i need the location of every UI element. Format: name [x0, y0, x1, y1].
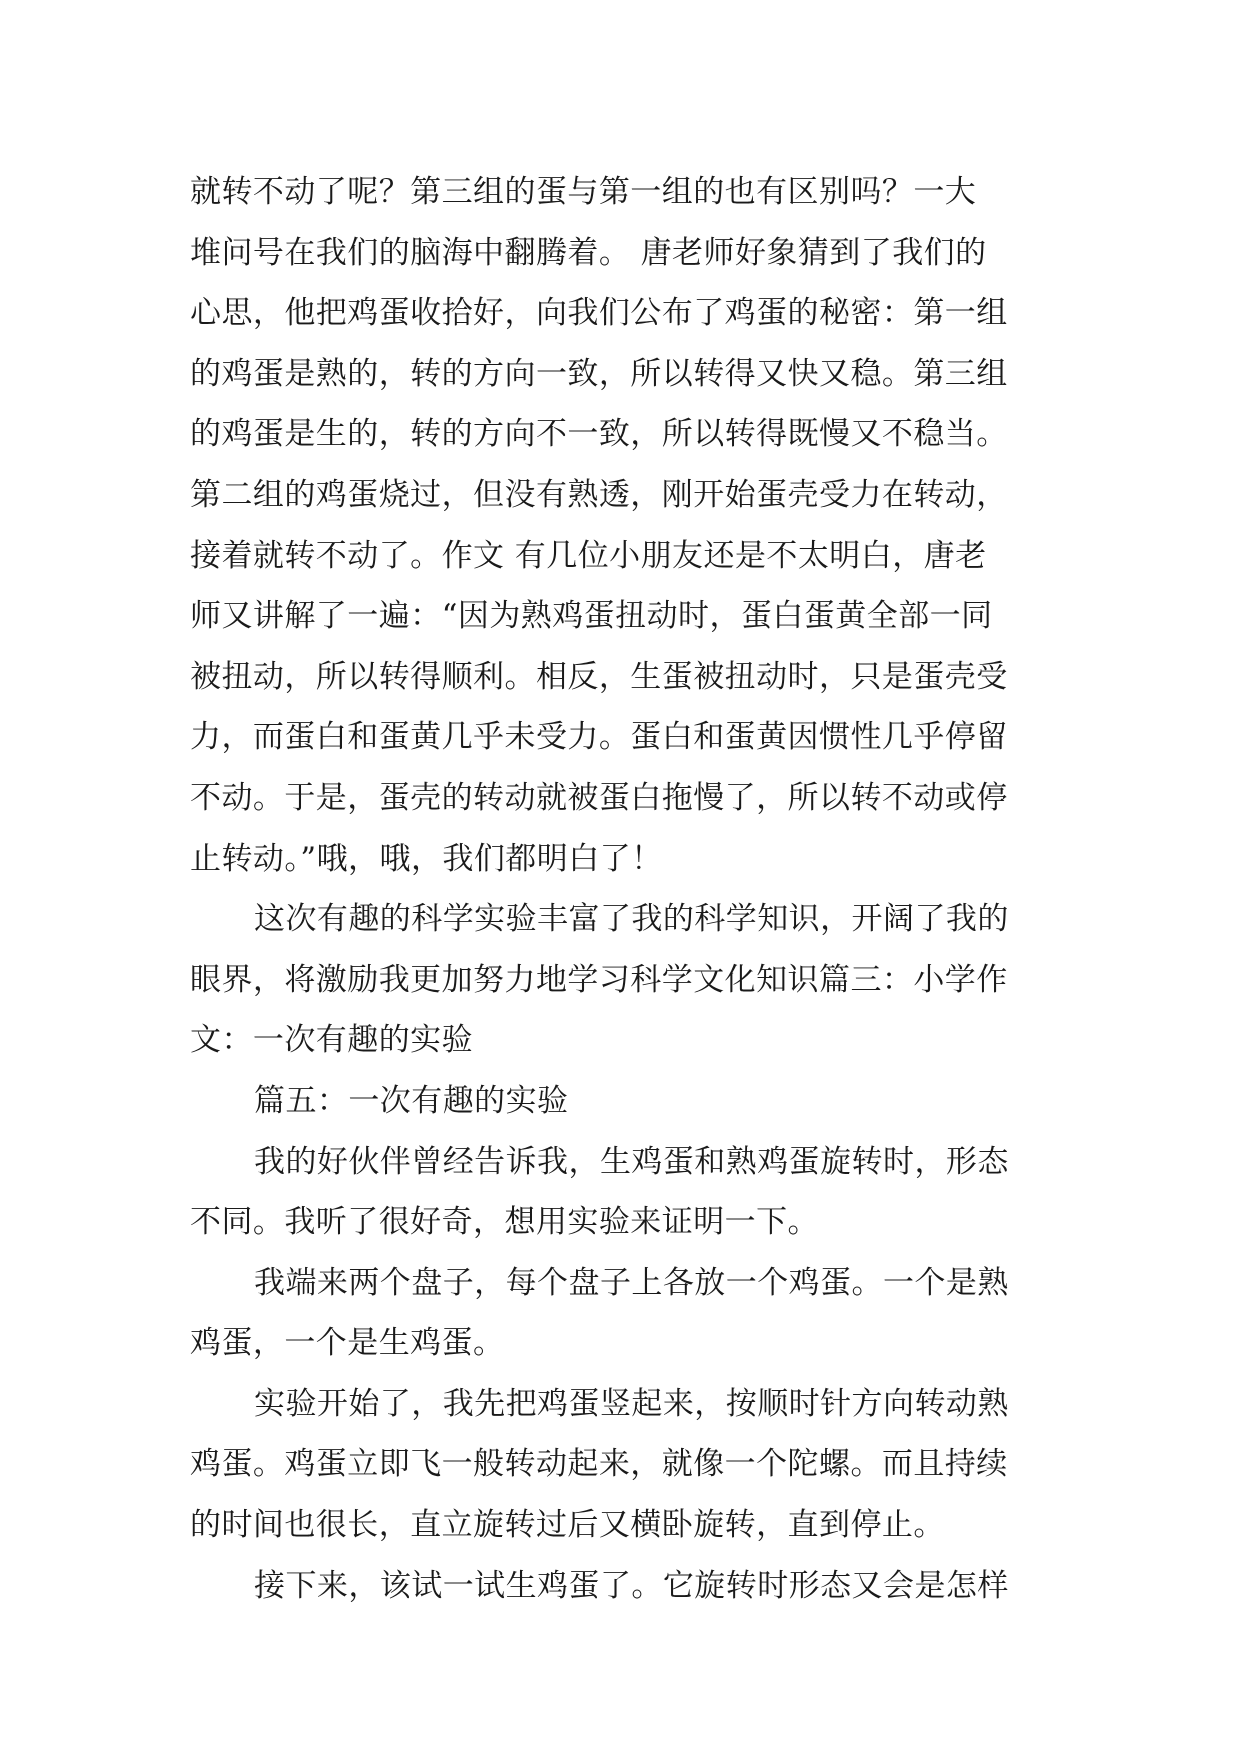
text-line: 堆问号在我们的脑海中翻腾着。 唐老师好象猜到了我们的	[190, 234, 987, 271]
text-line: 不动。于是，蛋壳的转动就被蛋白拖慢了，所以转不动或停	[190, 779, 1008, 816]
text-line: 鸡蛋。鸡蛋立即飞一般转动起来，就像一个陀螺。而且持续	[190, 1446, 1008, 1483]
paragraph-first-line: 这次有趣的科学实验丰富了我的科学知识，开阔了我的	[254, 901, 1009, 938]
text-line: 鸡蛋，一个是生鸡蛋。	[190, 1325, 505, 1362]
text-line: 力，而蛋白和蛋黄几乎未受力。蛋白和蛋黄因惯性几乎停留	[190, 719, 1008, 756]
text-line: 接着就转不动了。作文 有几位小朋友还是不太明白，唐老	[190, 537, 987, 574]
text-line: 心思，他把鸡蛋收拾好，向我们公布了鸡蛋的秘密：第一组	[190, 295, 1008, 332]
paragraph-first-line: 实验开始了，我先把鸡蛋竖起来，按顺时针方向转动熟	[254, 1385, 1009, 1422]
document-body	[190, 162, 1050, 1616]
paragraph-first-line: 我端来两个盘子，每个盘子上各放一个鸡蛋。一个是熟	[254, 1264, 1009, 1301]
text-line: 的鸡蛋是生的，转的方向不一致，所以转得既慢又不稳当。	[190, 416, 1008, 453]
text-line: 第二组的鸡蛋烧过，但没有熟透，刚开始蛋壳受力在转动，	[190, 476, 1008, 513]
paragraph-first-line: 接下来，该试一试生鸡蛋了。它旋转时形态又会是怎样	[254, 1567, 1009, 1604]
text-line: 眼界，将激励我更加努力地学习科学文化知识篇三：小学作	[190, 961, 1008, 998]
text-line: 被扭动，所以转得顺利。相反，生蛋被扭动时，只是蛋壳受	[190, 658, 1008, 695]
section-heading: 篇五：一次有趣的实验	[254, 1082, 569, 1119]
paragraph-first-line: 我的好伙伴曾经告诉我，生鸡蛋和熟鸡蛋旋转时，形态	[254, 1143, 1009, 1180]
text-line: 就转不动了呢？第三组的蛋与第一组的也有区别吗？一大	[190, 174, 977, 210]
text-line: 师又讲解了一遍：“因为熟鸡蛋扭动时，蛋白蛋黄全部一同	[190, 598, 993, 635]
text-line: 止转动。”哦，哦，我们都明白了！	[190, 840, 663, 877]
text-line: 的鸡蛋是熟的，转的方向一致，所以转得又快又稳。第三组	[190, 355, 1008, 392]
text-line: 文：一次有趣的实验	[190, 1022, 474, 1059]
text-line: 的时间也很长，直立旋转过后又横卧旋转，直到停止。	[190, 1507, 945, 1544]
text-line: 不同。我听了很好奇，想用实验来证明一下。	[190, 1204, 819, 1241]
